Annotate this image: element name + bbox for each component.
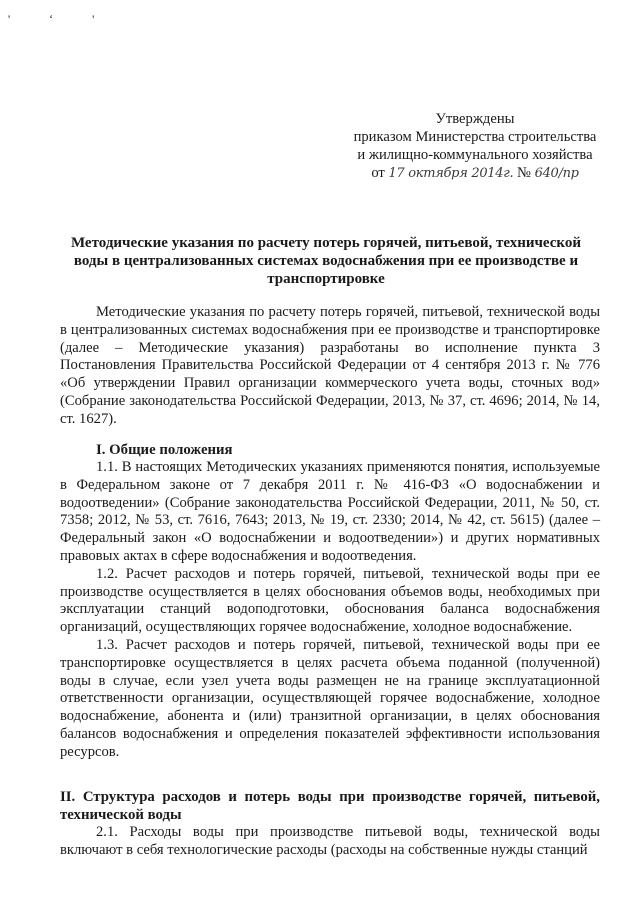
approval-line-2: приказом Министерства строительства xyxy=(353,129,597,145)
paragraph-1-2: 1.2. Расчет расходов и потерь горячей, питьевой, технической воды при ее производстве осуществляется в целях обоснования объемов воды, необходимых при эксплуатации станций водоподготовки, обоснования баланса водоснабжения организаций, осуществляющих горячее водоснабжение, холодное водоснабжение. xyxy=(60,565,600,636)
scan-marks: ' ‘ ' xyxy=(8,12,113,26)
approval-line-3: и жилищно-коммунального хозяйства xyxy=(357,147,593,163)
approval-number-label: № xyxy=(517,165,531,181)
section-2-body xyxy=(60,824,600,860)
paragraph-1-1: 1.1. В настоящих Методических указаниях применяются понятия, используемые в Федеральном законе от 7 декабря 2011 г. № 416-ФЗ «О водоснабжении и водоотведении» (Собрание законодательства Российской Федерации, 2011, № 50, ст. 7358; 2012, № 53, ст. 7616, 7643; 2013, № 19, ст. 2330; 2014, № 42, ст. 5615) (далее – Федеральный закон «О водоснабжении и водоотведении») и других нормативных правовых актах в сфере водоснабжения и водоотведения. xyxy=(60,459,600,564)
paragraph-2-1: 2.1. Расходы воды при производстве питьевой воды, технической воды включают в себя технологические расходы (расходы на собственные нужды станций xyxy=(60,824,600,858)
intro-paragraph xyxy=(60,304,600,429)
approval-block xyxy=(345,110,605,183)
document-title: Методические указания по расчету потерь горячей, питьевой, технической воды в централизованных системах водоснабжения при ее производстве и транспортировке xyxy=(70,235,582,287)
intro-text: Методические указания по расчету потерь горячей, питьевой, технической воды в централизованных системах водоснабжения при ее производстве и транспортировке (далее – Методические указания) разработаны во исполнение пункта 3 Постановления Правительства Российской Федерации от 4 сентября 2013 г. № 776 «Об утверждении Правил организации коммерческого учета воды, сточных вод» (Собрание законодательства Российской Федерации, 2013, № 37, ст. 4696; 2014, № 14, ст. 1627). xyxy=(60,304,600,427)
section-1-heading: I. Общие положения xyxy=(96,442,233,458)
approval-date-prefix: от xyxy=(371,165,385,181)
section-2-heading: II. Структура расходов и потерь воды при производстве горячей, питьевой, технической воды xyxy=(60,789,600,823)
section-1-body xyxy=(60,459,600,762)
approval-date-line xyxy=(345,164,605,183)
approval-line-1: Утверждены xyxy=(435,111,515,127)
handwritten-date: 17 октября 2014г. xyxy=(388,166,514,181)
paragraph-1-3: 1.3. Расчет расходов и потерь горячей, питьевой, технической воды при ее транспортировке осуществляется в целях расчета объема поданной (полученной) воды в случае, если узел учета воды размещен не на границе эксплуатационной ответственности организации, осуществляющей горячее водоснабжение, холодное водоснабжение, абонента и (или) транзитной организации, в целях обоснования балансов водоснабжения и определения показателей эффективности использования ресурсов. xyxy=(60,636,600,760)
handwritten-order-number: 640/пр xyxy=(534,166,579,181)
